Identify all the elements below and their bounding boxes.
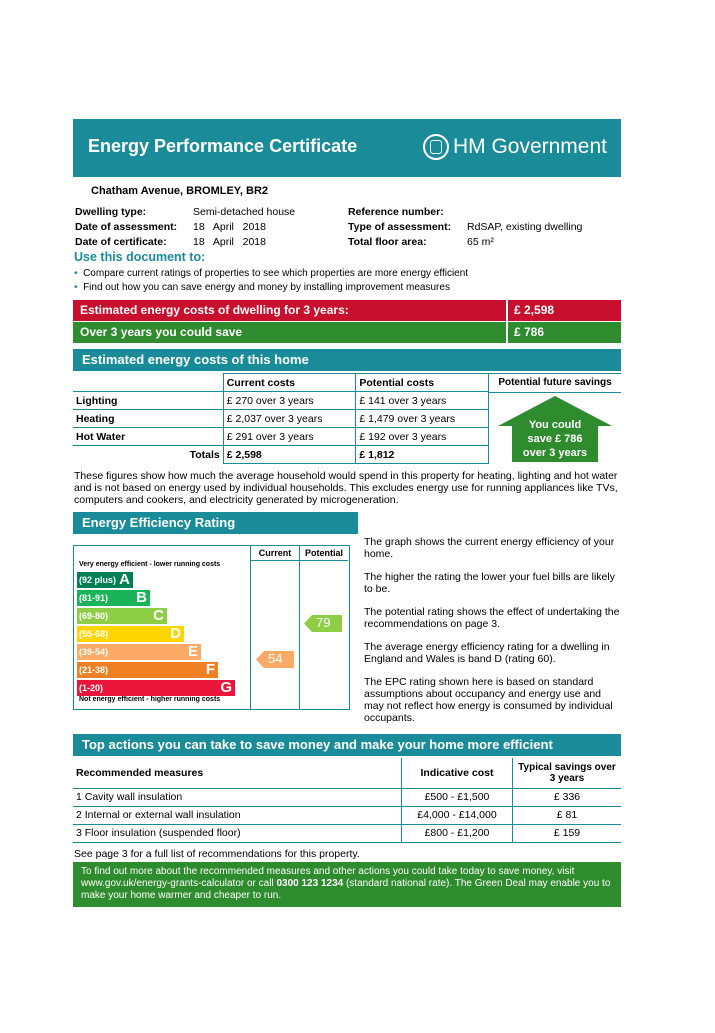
measure-cell: 3 Floor insulation (suspended floor): [73, 824, 402, 842]
hm-government-logo: [423, 134, 607, 160]
current-cost-cell: £ 291 over 3 years: [223, 428, 356, 446]
table-row: [73, 824, 621, 842]
divider: [299, 545, 300, 710]
potential-rating-arrow: [304, 615, 342, 637]
footer-text-end: (standard national rate). The Green Deal may enable you to make your home warmer and cheaper to run.: [81, 878, 611, 901]
savings-bar: [73, 322, 621, 343]
saving-cell: £ 336: [513, 788, 622, 806]
potential-cost-cell: £ 192 over 3 years: [356, 428, 489, 446]
rating-band-e: [77, 644, 201, 660]
band-range: (1-20): [79, 683, 104, 693]
savings-line-2: save £ 786: [527, 433, 583, 445]
costs-section-header: [73, 349, 621, 371]
potential-cost-cell: £ 141 over 3 years: [356, 392, 489, 410]
efficiency-paragraph: The higher the rating the lower your fuel bills are likely to be.: [364, 571, 615, 595]
actions-table: [73, 758, 621, 843]
phone-number[interactable]: 0300 123 1234: [276, 878, 344, 889]
current-rating-value: 54: [268, 651, 283, 666]
measures-header: Recommended measures: [73, 758, 402, 788]
savings-line-3: over 3 years: [522, 447, 588, 459]
rating-band-b: [77, 590, 150, 606]
table-row: [73, 788, 621, 806]
saving-cell: £ 81: [513, 806, 622, 824]
see-page-note: See page 3 for a full list of recommendations for this property.: [74, 848, 360, 860]
hm-government-text: HM Government: [452, 135, 607, 158]
use-document-title: Use this document to:: [74, 250, 206, 264]
band-letter: B: [136, 589, 147, 606]
royal-crest-icon: [423, 134, 449, 160]
table-row: [73, 410, 489, 428]
actions-section-title: Top actions you can take to save money and make your home more efficient: [82, 737, 553, 752]
savings-arrow-text: [496, 418, 614, 460]
cost-header: Indicative cost: [402, 758, 513, 788]
current-cost-cell: £ 2,037 over 3 years: [223, 410, 356, 428]
efficiency-paragraph: The graph shows the current energy efficiency of your home.: [364, 536, 615, 560]
efficiency-explanation: [364, 536, 620, 724]
efficiency-section-header: [73, 512, 358, 534]
use-bullet-1: Compare current ratings of properties to see which properties are more energy efficient: [83, 268, 469, 279]
band-letter: E: [187, 643, 198, 660]
efficiency-paragraph: The average energy efficiency rating for a dwelling in England and Wales is band D (rating 60).: [364, 641, 610, 665]
band-range: (69-80): [79, 611, 109, 621]
band-letter: G: [220, 679, 232, 696]
floor-area-value: 65 m²: [467, 236, 494, 248]
potential-rating-value: 79: [316, 615, 331, 630]
potential-cost-cell: £ 1,479 over 3 years: [356, 410, 489, 428]
table-row: [73, 428, 489, 446]
savings-value: £ 786: [514, 325, 545, 339]
estimated-cost-value: £ 2,598: [514, 303, 555, 317]
details-right: [348, 206, 618, 251]
bullet-icon: •: [74, 282, 78, 293]
current-costs-header: Current costs: [223, 374, 356, 392]
measure-cell: 2 Internal or external wall insulation: [73, 806, 402, 824]
certificate-date-label: Date of certificate:: [75, 236, 167, 248]
band-range: (39-54): [79, 647, 109, 657]
rating-band-a: [77, 572, 133, 588]
use-bullet-2: Find out how you can save energy and money by installing improvement measures: [83, 282, 450, 293]
costs-table: [73, 373, 489, 464]
green-deal-footer: [73, 862, 621, 907]
row-label: Lighting: [73, 392, 223, 410]
savings-line-1: You could: [528, 419, 582, 431]
saving-cell: £ 159: [513, 824, 622, 842]
savings-header: Typical savings over 3 years: [513, 758, 622, 788]
rating-band-d: [77, 626, 184, 642]
costs-section-title: Estimated energy costs of this home: [82, 352, 309, 367]
dwelling-type-value: Semi-detached house: [193, 206, 296, 218]
row-label: Heating: [73, 410, 223, 428]
band-letter: C: [153, 607, 164, 624]
current-cost-cell: £ 270 over 3 years: [223, 392, 356, 410]
divider: [250, 560, 348, 561]
cost-cell: £4,000 - £14,000: [402, 806, 513, 824]
rating-band-c: [77, 608, 167, 624]
divider: [250, 545, 251, 710]
certificate-header: [73, 119, 621, 177]
totals-current: £ 2,598: [223, 446, 356, 464]
footer-text-start: To find out more about the recommended measures and other actions you could take today to save money, visit www.gov.uk/energy-grants-calculator or call: [81, 866, 575, 889]
cost-cell: £500 - £1,500: [402, 788, 513, 806]
totals-label: Totals: [73, 446, 223, 464]
rating-band-g: [77, 680, 235, 696]
estimated-cost-label: Estimated energy costs of dwelling for 3 years:: [80, 303, 349, 317]
certificate-date-value: 18 April 2018: [193, 236, 266, 248]
current-column-header: Current: [258, 548, 292, 558]
efficiency-paragraph: The EPC rating shown here is based on standard assumptions about occupancy and energy use and may not reflect how energy is consumed by individual occupants.: [364, 676, 613, 724]
savings-label: Over 3 years you could save: [80, 325, 243, 339]
floor-area-label: Total floor area:: [348, 236, 427, 248]
actions-section-header: [73, 734, 621, 756]
assessment-date-label: Date of assessment:: [75, 221, 178, 233]
band-letter: F: [205, 661, 215, 678]
efficient-note: Very energy efficient - lower running costs: [79, 561, 221, 568]
band-range: (92 plus): [79, 575, 117, 585]
future-savings-header: Potential future savings: [489, 373, 621, 393]
savings-arrow: [496, 394, 614, 464]
bullet-icon: •: [74, 268, 78, 279]
efficiency-paragraph: The potential rating shows the effect of undertaking the recommendations on page 3.: [364, 606, 620, 630]
band-range: (81-91): [79, 593, 109, 603]
assessment-type-value: RdSAP, existing dwelling: [467, 221, 583, 233]
rating-band-f: [77, 662, 218, 678]
costs-note: These figures show how much the average household would spend in this property for heating, lighting and hot water and is not based on energy used by individual households. This excludes energy use for running appliances like TVs, computers and cookers, and electricity generated by microgeneration.: [74, 470, 618, 506]
assessment-date-value: 18 April 2018: [193, 221, 266, 233]
estimated-cost-bar: [73, 300, 621, 321]
efficiency-section-title: Energy Efficiency Rating: [82, 515, 236, 530]
table-row: [73, 392, 489, 410]
property-address: Chatham Avenue, BROMLEY, BR2: [91, 185, 269, 197]
band-letter: A: [119, 571, 130, 588]
dwelling-type-label: Dwelling type:: [75, 206, 147, 218]
potential-column-header: Potential: [304, 548, 343, 558]
assessment-type-label: Type of assessment:: [348, 221, 452, 233]
inefficient-note: Not energy efficient - higher running costs: [79, 696, 221, 703]
totals-row: [73, 446, 489, 464]
band-range: (21-38): [79, 665, 109, 675]
table-row: [73, 806, 621, 824]
band-range: (55-68): [79, 629, 109, 639]
totals-potential: £ 1,812: [356, 446, 489, 464]
details-left: [75, 206, 345, 251]
band-letter: D: [170, 625, 181, 642]
reference-number-label: Reference number:: [348, 206, 444, 218]
use-document-list: [74, 267, 468, 295]
certificate-title: Energy Performance Certificate: [88, 136, 358, 156]
current-rating-arrow: [256, 651, 294, 673]
row-label: Hot Water: [73, 428, 223, 446]
potential-costs-header: Potential costs: [356, 374, 489, 392]
measure-cell: 1 Cavity wall insulation: [73, 788, 402, 806]
cost-cell: £800 - £1,200: [402, 824, 513, 842]
